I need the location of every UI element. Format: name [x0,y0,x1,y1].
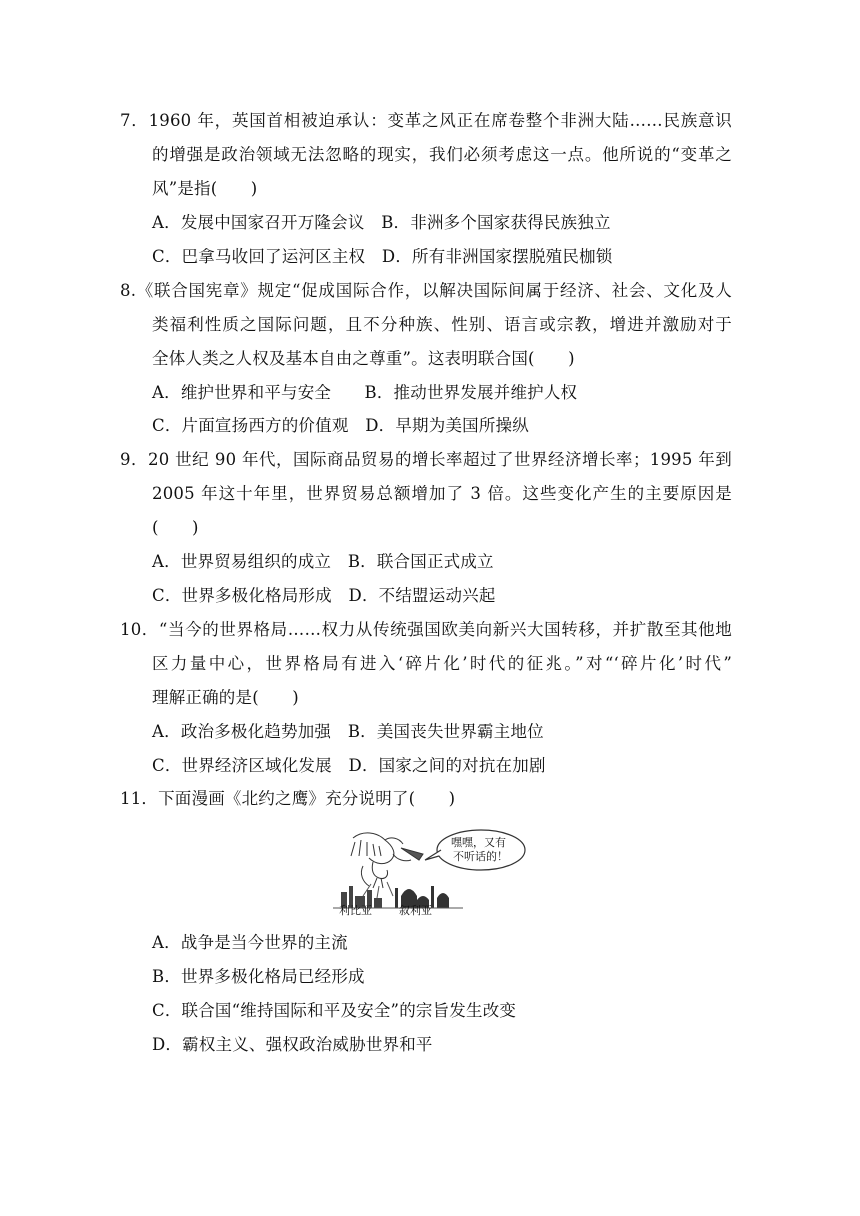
nato-eagle-cartoon [333,826,533,918]
q7-line-3: 风”是指( ) [152,179,258,198]
q11-option-b: B．世界多极化格局已经形成 [152,967,365,986]
q7-line-2: 的增强是政治领域无法忽略的现实，我们必须考虑这一点。他所说的“变革之 [152,145,732,164]
q9-line-1: 9．20 世纪 90 年代，国际商品贸易的增长率超过了世界经济增长率；1995 年到 [120,450,732,469]
q9-options-2: C．世界多极化格局形成 D．不结盟运动兴起 [152,586,496,605]
label-libya: 利比亚 [339,904,372,917]
q7-options-2: C．巴拿马收回了运河区主权 D．所有非洲国家摆脱殖民枷锁 [152,247,613,266]
q8-line-1: 8.《联合国宪章》规定“促成国际合作，以解决国际间属于经济、社会、文化及人 [120,281,732,300]
q11-line-1: 11．下面漫画《北约之鹰》充分说明了( ) [120,789,456,808]
q10-line-1: 10．“当今的世界格局……权力从传统强国欧美向新兴大国转移，并扩散至其他地 [120,620,732,639]
q10-line-3: 理解正确的是( ) [152,688,299,707]
q11-option-d: D．霸权主义、强权政治威胁世界和平 [152,1035,433,1054]
q7-line-1: 7．1960 年，英国首相被迫承认：变革之风正在席卷整个非洲大陆……民族意识 [120,111,732,130]
q9-line-3: ( ) [152,518,199,537]
q11-option-a: A．战争是当今世界的主流 [152,933,348,952]
q10-options-2: C．世界经济区域化发展 D．国家之间的对抗在加剧 [152,756,546,775]
q7-options-1: A．发展中国家召开万隆会议 B．非洲多个国家获得民族独立 [152,213,611,232]
q10-options-1: A．政治多极化趋势加强 B．美国丧失世界霸主地位 [152,722,544,741]
q8-options-1: A．维护世界和平与安全 B．推动世界发展并维护人权 [152,383,578,402]
q9-options-1: A．世界贸易组织的成立 B．联合国正式成立 [152,552,494,571]
q10-line-2: 区力量中心，世界格局有进入‘碎片化’时代的征兆。”对“‘碎片化’时代” [152,654,732,673]
q8-options-2: C．片面宣扬西方的价值观 D．早期为美国所操纵 [152,416,529,435]
q11-option-c: C．联合国“维持国际和平及安全”的宗旨发生改变 [152,1001,517,1020]
q9-line-2: 2005 年这十年里，世界贸易总额增加了 3 倍。这些变化产生的主要原因是 [152,484,732,503]
q8-line-2: 类福利性质之国际问题，且不分种族、性别、语言或宗教，增进并激励对于 [152,315,732,334]
speech-bubble-line-1: 嘿嘿，又有 [451,836,506,849]
q8-line-3: 全体人类之人权及基本自由之尊重”。这表明联合国( ) [152,349,575,368]
speech-bubble-line-2: 不听话的！ [453,850,508,863]
label-syria: 叙利亚 [399,904,432,917]
